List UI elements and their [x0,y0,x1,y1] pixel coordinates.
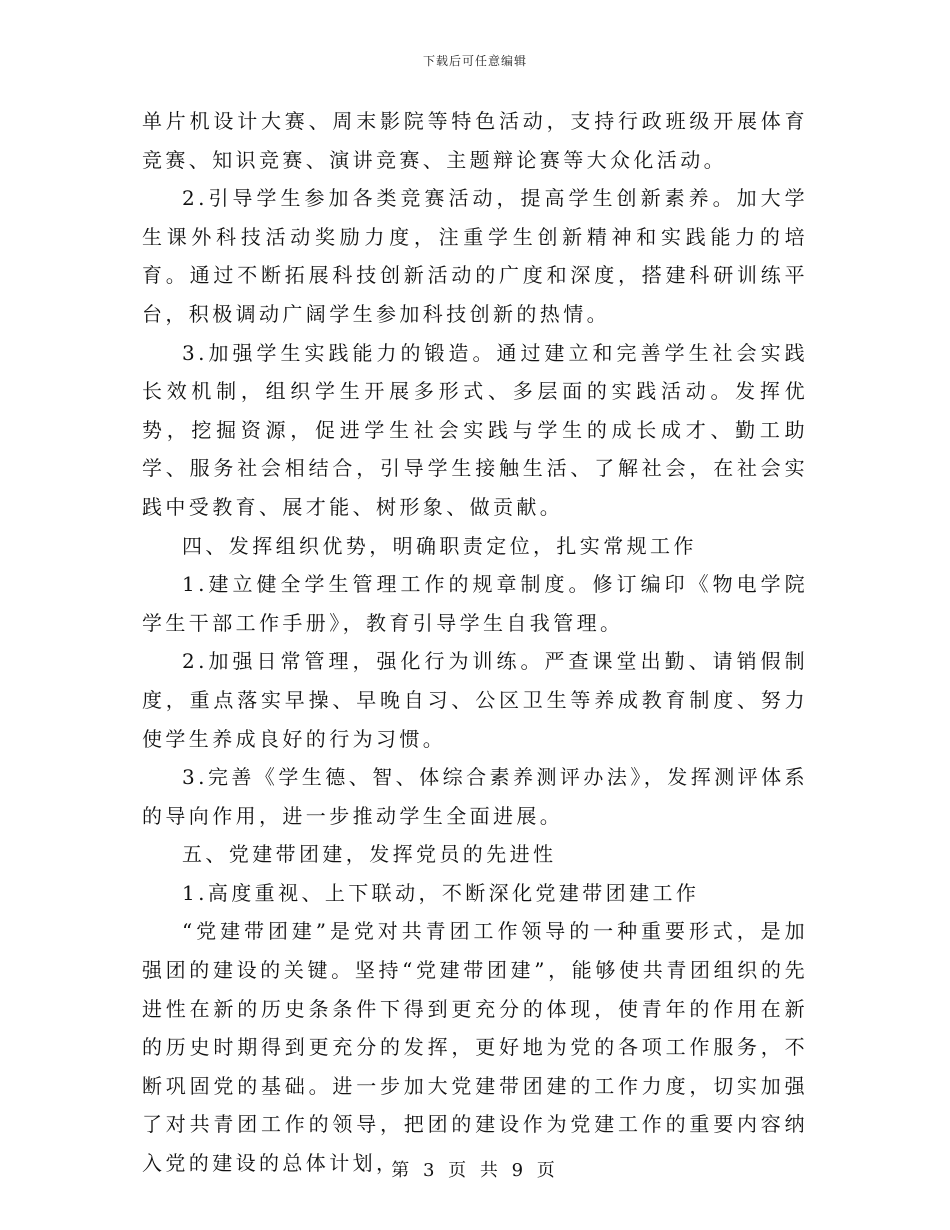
section-heading-5: 五、党建带团建，发挥党员的先进性 [182,842,557,867]
paragraph-item-1-regulations: 1.建立健全学生管理工作的规章制度。修订编印《物电学院学生干部工作手册》，教育引导学生自我管理。 [142,572,808,635]
paragraph-item-2-competitions: 2.引导学生参加各类竞赛活动，提高学生创新素养。加大学生课外科技活动奖励力度，注重学生创新精神和实践能力的培育。通过不断拓展科技创新活动的广度和深度，搭建科研训练平台，积极调动广阔学生参加科技创新的热情。 [142,186,808,326]
paragraph-item-2-daily-management: 2.加强日常管理，强化行为训练。严查课堂出勤、请销假制度，重点落实早操、早晚自习、公区卫生等养成教育制度、努力使学生养成良好的行为习惯。 [142,649,808,751]
section-heading-4: 四、发挥组织优势，明确职责定位，扎实常规工作 [182,533,697,558]
page-footer: 第 3 页 共 9 页 [391,1160,559,1181]
paragraph-item-1-party-building: 1.高度重视、上下联动，不断深化党建带团建工作 [182,880,700,905]
paragraph-party-league-body: “党建带团建”是党对共青团工作领导的一种重要形式，是加强团的建设的关键。坚持“党建带团建”，能够使共青团组织的先进性在新的历史条条件下得到更充分的体现，使青年的作用在新的历史时期得到更充分的发挥，更好地为党的各项工作服务，不断巩固党的基础。进一步加大党建带团建的工作力度，切实加强了对共青团工作的领导，把团的建设作为党建工作的重要内容纳入党的建设的总体计划， [142,919,808,1176]
page-header: 下载后可任意编辑 [422,54,527,68]
document-body [142,102,808,1183]
paragraph-item-3-evaluation: 3.完善《学生德、智、体综合素养测评办法》，发挥测评体系的导向作用，进一步推动学生全面进展。 [142,765,808,828]
paragraph-item-3-practice: 3.加强学生实践能力的锻造。通过建立和完善学生社会实践长效机制，组织学生开展多形式、多层面的实践活动。发挥优势，挖掘资源，促进学生社会实践与学生的成长成才、勤工助学、服务社会相结合，引导学生接触生活、了解社会，在社会实践中受教育、展才能、树形象、做贡献。 [142,340,808,519]
paragraph-continuation: 单片机设计大赛、周末影院等特色活动，支持行政班级开展体育竞赛、知识竞赛、演讲竞赛、主题辩论赛等大众化活动。 [142,109,808,172]
